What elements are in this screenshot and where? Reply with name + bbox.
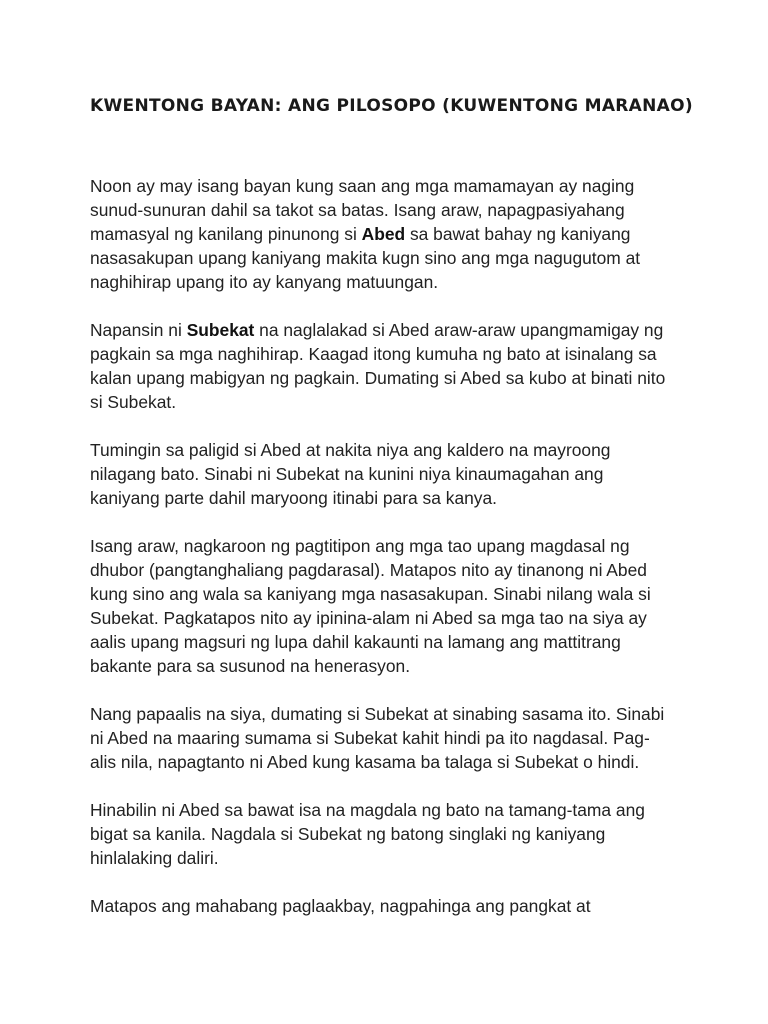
- text-line: [90, 246, 690, 270]
- text-segment: hinlalaking daliri.: [90, 848, 219, 868]
- text-segment: Nang papaalis na siya, dumating si Subekat at sinabing sasama ito. Sinabi: [90, 704, 665, 724]
- text-line: [90, 630, 690, 654]
- story-paragraph: [90, 534, 690, 678]
- text-segment: sa bawat bahay ng kaniyang: [405, 224, 631, 244]
- text-segment: mamasyal ng kanilang pinunong si: [90, 224, 362, 244]
- text-line: [90, 438, 690, 462]
- story-paragraph: [90, 174, 690, 294]
- text-line: [90, 582, 690, 606]
- text-segment: bigat sa kanila. Nagdala si Subekat ng batong singlaki ng kaniyang: [90, 824, 606, 844]
- story-paragraph: [90, 798, 690, 870]
- story-body: [90, 174, 690, 942]
- text-segment: pagkain sa mga naghihirap. Kaagad itong kumuha ng bato at isinalang sa: [90, 344, 657, 364]
- story-paragraph: [90, 894, 690, 918]
- text-segment: Hinabilin ni Abed sa bawat isa na magdala ng bato na tamang-tama ang: [90, 800, 645, 820]
- text-segment: dhubor (pangtanghaliang pagdarasal). Matapos nito ay tinanong ni Abed: [90, 560, 647, 580]
- text-line: [90, 558, 690, 582]
- text-line: [90, 750, 690, 774]
- text-line: [90, 462, 690, 486]
- text-line: [90, 270, 690, 294]
- text-line: [90, 846, 690, 870]
- text-segment: naghihirap upang ito ay kanyang matuungan.: [90, 272, 439, 292]
- text-line: [90, 822, 690, 846]
- text-segment: na naglalakad si Abed araw-araw upangmamigay ng: [254, 320, 664, 340]
- document-title: KWENTONG BAYAN: ANG PILOSOPO (KUWENTONG MARANAO): [90, 96, 693, 116]
- text-segment: Isang araw, nagkaroon ng pagtitipon ang mga tao upang magdasal ng: [90, 536, 630, 556]
- text-line: [90, 606, 690, 630]
- story-paragraph: [90, 438, 690, 510]
- text-segment: Napansin ni: [90, 320, 187, 340]
- text-line: [90, 798, 690, 822]
- text-line: [90, 702, 690, 726]
- text-segment: nilagang bato. Sinabi ni Subekat na kunini niya kinaumagahan ang: [90, 464, 604, 484]
- text-segment: Noon ay may isang bayan kung saan ang mga mamamayan ay naging: [90, 176, 635, 196]
- text-line: [90, 534, 690, 558]
- text-segment: Tumingin sa paligid si Abed at nakita niya ang kaldero na mayroong: [90, 440, 611, 460]
- text-line: [90, 366, 690, 390]
- text-segment: nasasakupan upang kaniyang makita kugn sino ang mga nagugutom at: [90, 248, 641, 268]
- text-line: [90, 174, 690, 198]
- text-segment: si Subekat.: [90, 392, 177, 412]
- text-segment: bakante para sa susunod na henerasyon.: [90, 656, 411, 676]
- text-line: [90, 342, 690, 366]
- text-segment: alis nila, napagtanto ni Abed kung kasama ba talaga si Subekat o hindi.: [90, 752, 640, 772]
- text-line: [90, 318, 690, 342]
- text-segment: Subekat. Pagkatapos nito ay ipinina-alam ni Abed sa mga tao na siya ay: [90, 608, 647, 628]
- text-line: [90, 222, 690, 246]
- text-segment: kung sino ang wala sa kaniyang mga nasasakupan. Sinabi nilang wala si: [90, 584, 651, 604]
- bold-name: Abed: [361, 224, 406, 244]
- text-segment: Matapos ang mahabang paglaakbay, nagpahinga ang pangkat at: [90, 896, 591, 916]
- text-line: [90, 486, 690, 510]
- story-paragraph: [90, 318, 690, 414]
- bold-name: Subekat: [186, 320, 255, 340]
- text-segment: kaniyang parte dahil maryoong itinabi para sa kanya.: [90, 488, 497, 508]
- story-paragraph: [90, 702, 690, 774]
- text-line: [90, 390, 690, 414]
- text-segment: ni Abed na maaring sumama si Subekat kahit hindi pa ito nagdasal. Pag-: [90, 728, 650, 748]
- text-line: [90, 198, 690, 222]
- text-segment: aalis upang magsuri ng lupa dahil kakaunti na lamang ang mattitrang: [90, 632, 621, 652]
- text-segment: kalan upang mabigyan ng pagkain. Dumating si Abed sa kubo at binati nito: [90, 368, 666, 388]
- text-segment: sunud-sunuran dahil sa takot sa batas. Isang araw, napagpasiyahang: [90, 200, 625, 220]
- text-line: [90, 894, 690, 918]
- text-line: [90, 654, 690, 678]
- text-line: [90, 726, 690, 750]
